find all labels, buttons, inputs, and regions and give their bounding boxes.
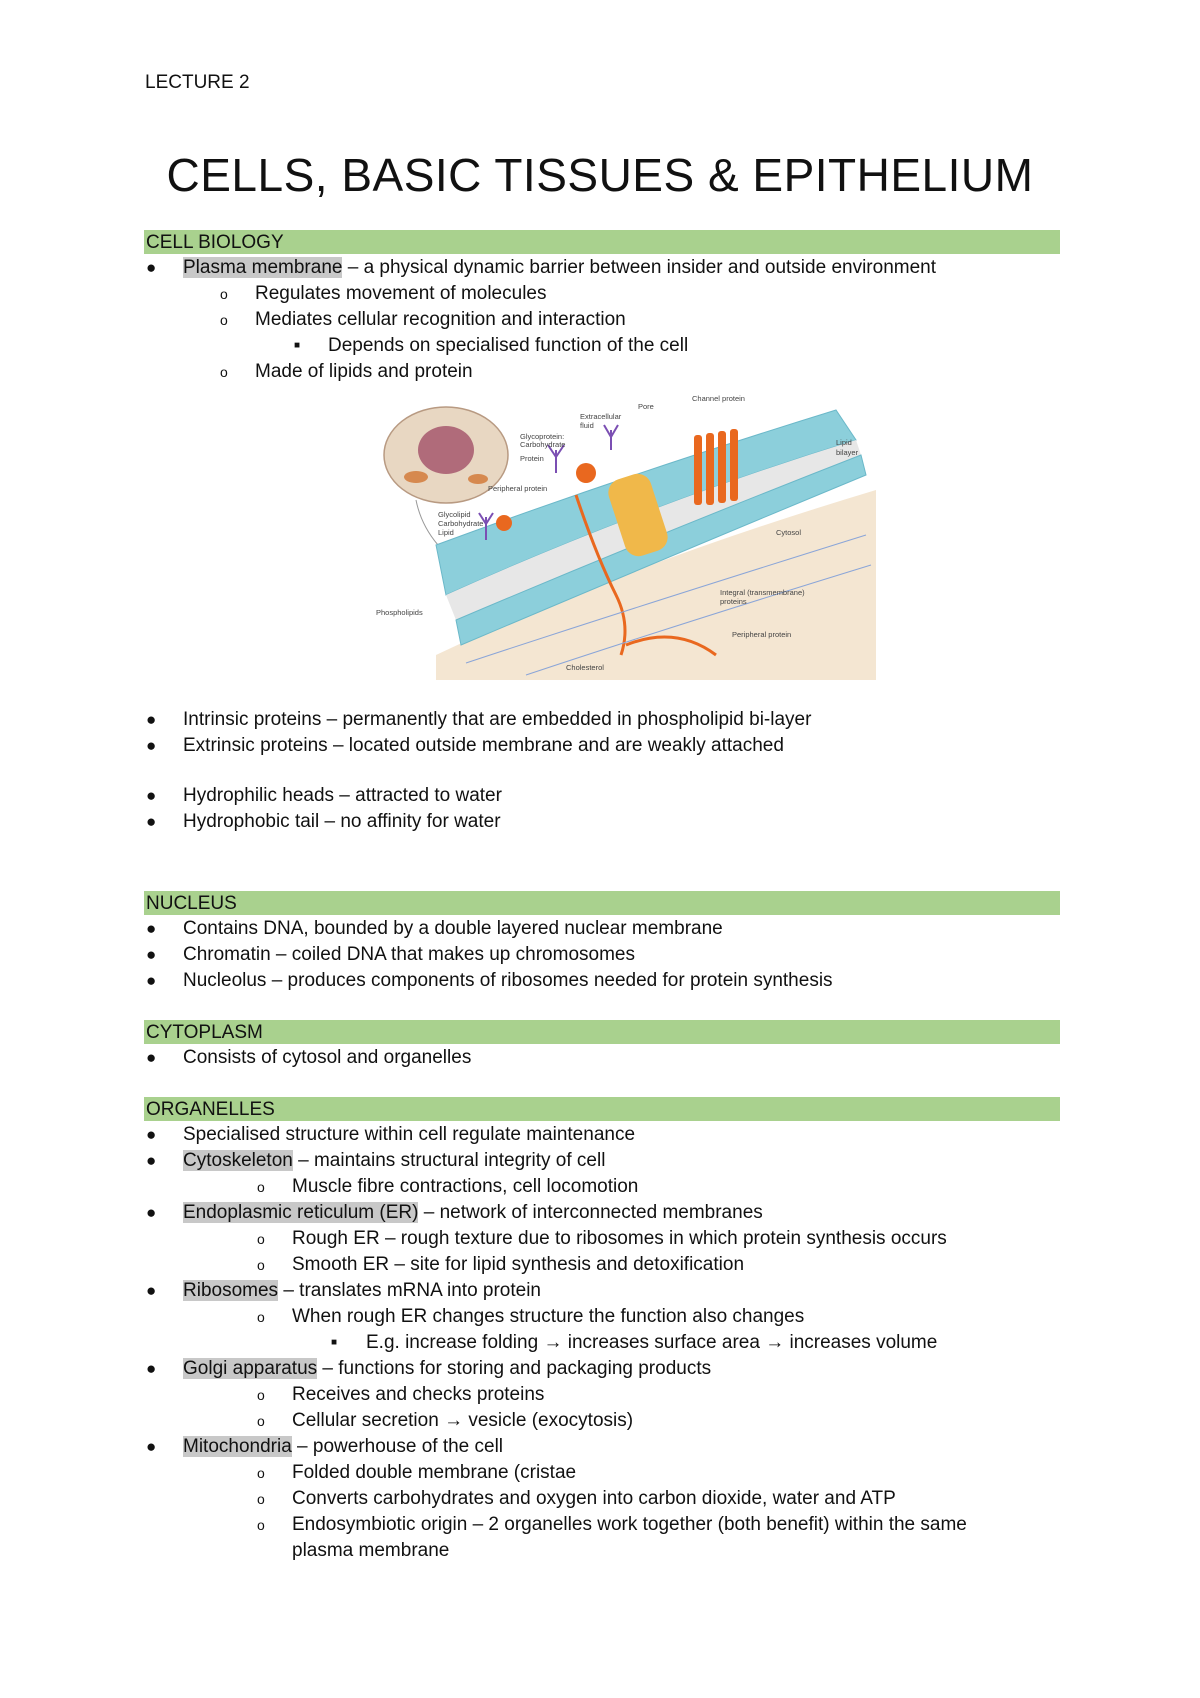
- desc-plasma-membrane: – a physical dynamic barrier between insider and outside environment: [342, 257, 936, 278]
- bullet-dot: ●: [146, 786, 157, 805]
- figure-label: Extracellular: [580, 412, 622, 421]
- bullet-circle: o: [257, 1257, 265, 1273]
- bullet-circle: o: [257, 1309, 265, 1325]
- sub-item: Mediates cellular recognition and interaction: [255, 309, 626, 330]
- sub-sub-item: Depends on specialised function of the cell: [328, 335, 689, 356]
- desc-cytoskeleton: – maintains structural integrity of cell: [292, 1150, 606, 1171]
- bullet-square: ■: [331, 1337, 338, 1348]
- sub-item: Made of lipids and protein: [255, 361, 473, 382]
- bullet-dot: ●: [146, 1151, 157, 1170]
- list-item: Chromatin – coiled DNA that makes up chromosomes: [183, 944, 635, 965]
- figure-label: Lipid: [438, 528, 454, 537]
- list-item-cytoskeleton: [183, 1149, 605, 1173]
- term-golgi: Golgi apparatus: [183, 1358, 318, 1379]
- bullet-dot: ●: [146, 1203, 157, 1222]
- bullet-dot: ●: [146, 1359, 157, 1378]
- bullet-dot: ●: [146, 258, 157, 277]
- zoom-arrow-icon: [416, 500, 438, 545]
- bullet-square: ■: [294, 340, 301, 351]
- desc-golgi: – functions for storing and packaging products: [317, 1358, 712, 1379]
- section-heading-cell-biology: CELL BIOLOGY: [144, 230, 1060, 254]
- figure-label: Cholesterol: [566, 663, 604, 672]
- bullet-circle: o: [257, 1491, 265, 1507]
- figure-label: Cytosol: [776, 528, 802, 537]
- sub-item: When rough ER changes structure the function also changes: [292, 1306, 805, 1327]
- figure-label: Carbohydrate: [438, 519, 484, 528]
- sub-item-continuation: plasma membrane: [292, 1540, 450, 1561]
- term-ribosomes: Ribosomes: [183, 1280, 279, 1301]
- bullet-circle: o: [257, 1465, 265, 1481]
- bullet-circle: o: [257, 1179, 265, 1195]
- bullet-circle: o: [220, 364, 228, 380]
- sub-item: Regulates movement of molecules: [255, 283, 547, 304]
- bullet-circle: o: [257, 1413, 265, 1429]
- sub-item: Receives and checks proteins: [292, 1384, 545, 1405]
- bullet-dot: ●: [146, 710, 157, 729]
- desc-mitochondria: – powerhouse of the cell: [291, 1436, 504, 1457]
- sub-sub-item: E.g. increase folding → increases surface area → increases volume: [366, 1332, 938, 1353]
- sub-item: Smooth ER – site for lipid synthesis and detoxification: [292, 1254, 745, 1275]
- figure-label: Channel protein: [692, 395, 745, 403]
- term-er: Endoplasmic reticulum (ER): [183, 1202, 419, 1223]
- figure-label: Glycolipid: [438, 510, 471, 519]
- bullet-dot: ●: [146, 919, 157, 938]
- list-item: Contains DNA, bounded by a double layered nuclear membrane: [183, 918, 723, 939]
- sub-item: Folded double membrane (cristae: [292, 1462, 577, 1483]
- list-item: Hydrophobic tail – no affinity for water: [183, 811, 501, 832]
- figure-label: Peripheral protein: [488, 484, 548, 493]
- bullet-dot: ●: [146, 812, 157, 831]
- sub-item: Rough ER – rough texture due to ribosomes in which protein synthesis occurs: [292, 1228, 947, 1249]
- bullet-dot: ●: [146, 736, 157, 755]
- figure-label: Integral (transmembrane): [720, 588, 805, 597]
- plasma-membrane-diagram: [376, 395, 876, 680]
- section-heading-organelles: ORGANELLES: [144, 1097, 1060, 1121]
- figure-label: Protein: [520, 454, 544, 463]
- bullet-dot: ●: [146, 971, 157, 990]
- term-mitochondria: Mitochondria: [183, 1436, 292, 1457]
- bullet-circle: o: [257, 1517, 265, 1533]
- sub-item: Endosymbiotic origin – 2 organelles work together (both benefit) within the same: [292, 1514, 967, 1535]
- desc-ribosomes: – translates mRNA into protein: [278, 1280, 542, 1301]
- bullet-circle: o: [257, 1231, 265, 1247]
- figure-label: bilayer: [836, 448, 859, 457]
- section-heading-nucleus: NUCLEUS: [144, 891, 1060, 915]
- list-item: Specialised structure within cell regulate maintenance: [183, 1124, 636, 1145]
- bullet-circle: o: [220, 286, 228, 302]
- desc-er: – network of interconnected membranes: [418, 1202, 763, 1223]
- sub-item: Muscle fibre contractions, cell locomotion: [292, 1176, 639, 1197]
- bullet-dot: ●: [146, 945, 157, 964]
- list-item-ribosomes: [183, 1279, 541, 1303]
- sub-item: Converts carbohydrates and oxygen into carbon dioxide, water and ATP: [292, 1488, 896, 1509]
- list-item: Extrinsic proteins – located outside membrane and are weakly attached: [183, 735, 784, 756]
- figure-label: fluid: [580, 421, 594, 430]
- bullet-dot: ●: [146, 1281, 157, 1300]
- list-item-mitochondria: [183, 1435, 503, 1459]
- bullet-dot: ●: [146, 1048, 157, 1067]
- figure-label: Pore: [638, 402, 654, 411]
- lecture-label: LECTURE 2: [145, 72, 250, 93]
- figure-label: Lipid: [836, 438, 852, 447]
- bullet-circle: o: [257, 1387, 265, 1403]
- carbohydrate-chain-icon: [548, 445, 564, 473]
- list-item: Nucleolus – produces components of ribosomes needed for protein synthesis: [183, 970, 833, 991]
- nucleus-inset-icon: [418, 426, 474, 474]
- list-item-plasma-membrane: [183, 256, 936, 280]
- bullet-dot: ●: [146, 1125, 157, 1144]
- term-plasma-membrane: Plasma membrane: [183, 257, 343, 278]
- figure-label: Carbohydrate: [520, 440, 566, 449]
- figure-label: Peripheral protein: [732, 630, 792, 639]
- list-item-er: [183, 1201, 763, 1225]
- page-title: CELLS, BASIC TISSUES & EPITHELIUM: [166, 149, 1034, 201]
- list-item: Intrinsic proteins – permanently that are embedded in phospholipid bi-layer: [183, 709, 812, 730]
- term-cytoskeleton: Cytoskeleton: [183, 1150, 293, 1171]
- figure-label: Phospholipids: [376, 608, 423, 617]
- list-item-golgi: [183, 1357, 711, 1381]
- peripheral-protein-icon: [496, 515, 512, 531]
- section-heading-cytoplasm: CYTOPLASM: [144, 1020, 1060, 1044]
- list-item: Consists of cytosol and organelles: [183, 1047, 472, 1068]
- figure-label: proteins: [720, 597, 747, 606]
- figure-label: Glycoprotein:: [520, 432, 565, 441]
- sub-item: Cellular secretion → vesicle (exocytosis): [292, 1410, 634, 1431]
- bullet-circle: o: [220, 312, 228, 328]
- list-item: Hydrophilic heads – attracted to water: [183, 785, 502, 806]
- bullet-dot: ●: [146, 1437, 157, 1456]
